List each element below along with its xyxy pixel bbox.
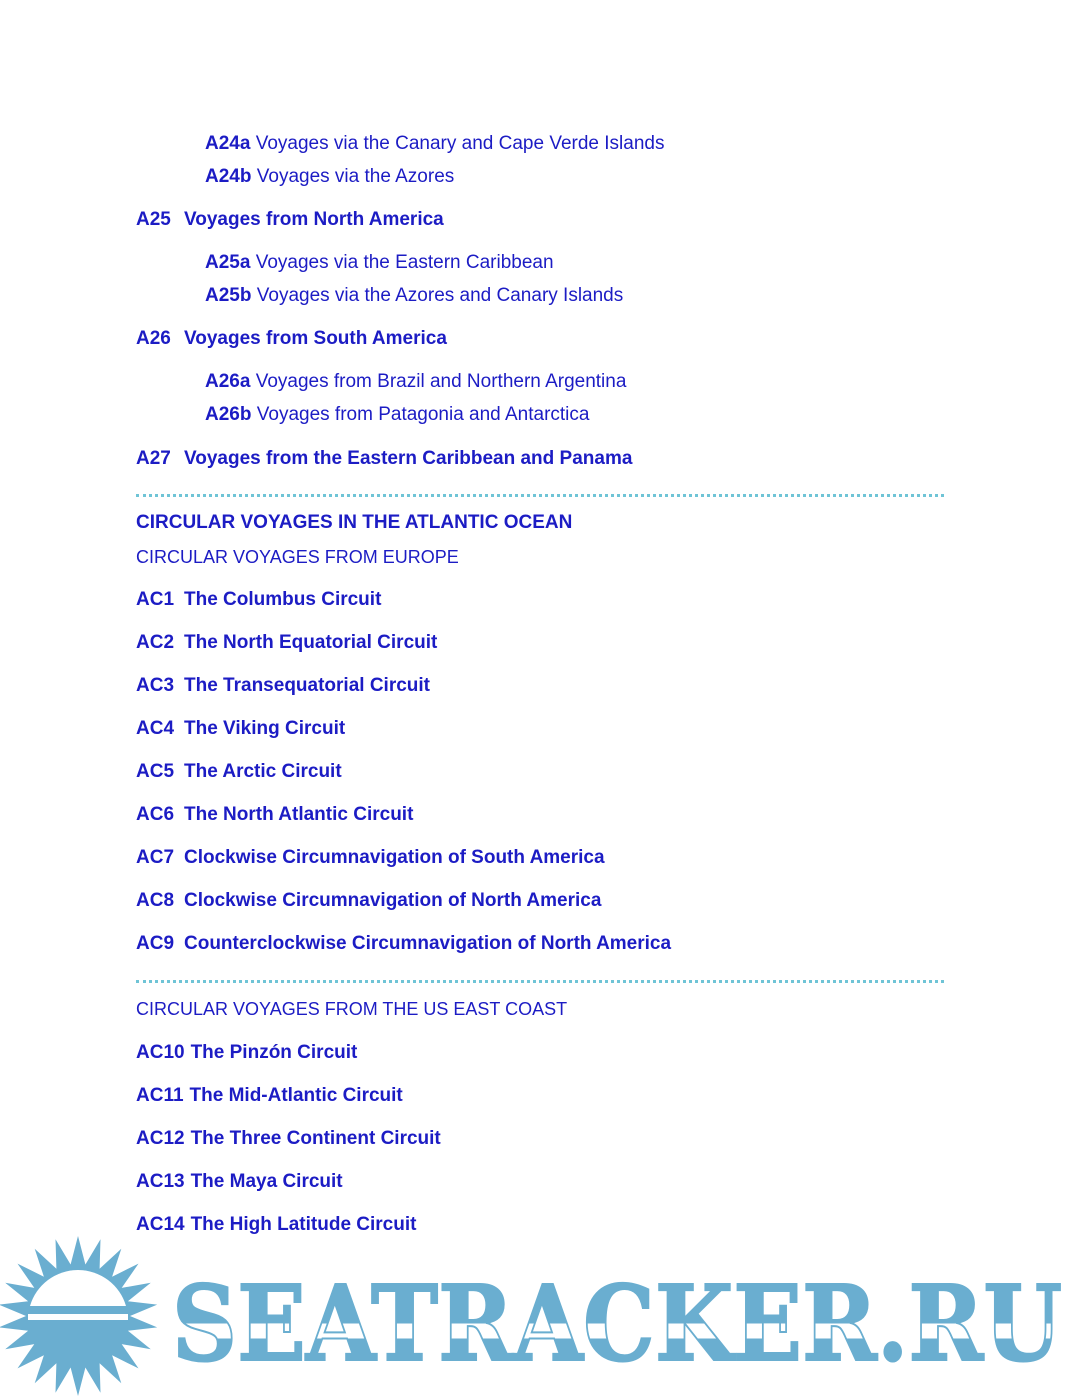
toc-entry-ac1[interactable] bbox=[136, 588, 381, 612]
entry-title: The North Atlantic Circuit bbox=[184, 804, 414, 825]
dotted-divider bbox=[136, 980, 944, 983]
entry-title: Voyages via the Canary and Cape Verde Islands bbox=[255, 133, 665, 154]
toc-entry-ac13[interactable] bbox=[136, 1170, 343, 1194]
entry-code: AC1 bbox=[136, 589, 175, 610]
entry-code: A24b bbox=[205, 166, 252, 187]
toc-entry-ac7[interactable] bbox=[136, 846, 605, 870]
entry-title: The Columbus Circuit bbox=[184, 589, 382, 610]
toc-entry-a27[interactable] bbox=[136, 447, 632, 471]
entry-title: The Pinzón Circuit bbox=[190, 1042, 358, 1063]
toc-entry-ac5[interactable] bbox=[136, 760, 342, 784]
entry-code: A25 bbox=[136, 209, 171, 230]
entry-code: AC9 bbox=[136, 933, 175, 954]
entry-code: A27 bbox=[136, 448, 171, 469]
entry-code: AC12 bbox=[136, 1128, 185, 1149]
seatracker-watermark bbox=[0, 1236, 1080, 1397]
entry-title: The Maya Circuit bbox=[190, 1171, 343, 1192]
toc-entry-ac11[interactable] bbox=[136, 1084, 403, 1108]
sun-logo-icon bbox=[0, 1236, 157, 1396]
entry-title: Voyages via the Eastern Caribbean bbox=[255, 252, 554, 273]
entry-code: AC11 bbox=[136, 1085, 184, 1106]
toc-entry-ac3[interactable] bbox=[136, 674, 430, 698]
toc-entry-ac9[interactable] bbox=[136, 932, 671, 956]
entry-code: A25b bbox=[205, 285, 252, 306]
entry-code: AC6 bbox=[136, 804, 175, 825]
entry-code: AC10 bbox=[136, 1042, 185, 1063]
entry-code: A26 bbox=[136, 328, 171, 349]
toc-entry-ac14[interactable] bbox=[136, 1213, 416, 1237]
entry-title: The Three Continent Circuit bbox=[190, 1128, 441, 1149]
entry-title: Voyages from North America bbox=[184, 209, 444, 230]
entry-title: Voyages from South America bbox=[184, 328, 447, 349]
entry-code: AC7 bbox=[136, 847, 175, 868]
toc-entry-ac10[interactable] bbox=[136, 1041, 357, 1065]
entry-code: A24a bbox=[205, 133, 251, 154]
toc-entry-a24b[interactable] bbox=[205, 165, 454, 189]
toc-entry-ac6[interactable] bbox=[136, 803, 413, 827]
subheading-us-east-coast: CIRCULAR VOYAGES FROM THE US EAST COAST bbox=[136, 999, 568, 1019]
entry-code: AC14 bbox=[136, 1214, 185, 1235]
toc-entry-a25b[interactable] bbox=[205, 284, 623, 308]
entry-title: Voyages via the Azores and Canary Islands bbox=[256, 285, 624, 306]
toc-entry-a25a[interactable] bbox=[205, 251, 554, 275]
toc-entry-ac4[interactable] bbox=[136, 717, 345, 741]
entry-title: Voyages from Patagonia and Antarctica bbox=[256, 404, 590, 425]
entry-title: Voyages from Brazil and Northern Argentina bbox=[255, 371, 627, 392]
entry-title: Counterclockwise Circumnavigation of North America bbox=[184, 933, 672, 954]
dotted-divider bbox=[136, 494, 944, 497]
toc-entry-ac8[interactable] bbox=[136, 889, 601, 913]
toc-entry-a26b[interactable] bbox=[205, 403, 589, 427]
entry-title: Voyages from the Eastern Caribbean and Panama bbox=[184, 448, 633, 469]
subheading-europe: CIRCULAR VOYAGES FROM EUROPE bbox=[136, 547, 459, 567]
entry-code: A25a bbox=[205, 252, 251, 273]
toc-entry-a26a[interactable] bbox=[205, 370, 626, 394]
entry-code: A26a bbox=[205, 371, 251, 392]
entry-code: AC5 bbox=[136, 761, 175, 782]
entry-code: AC8 bbox=[136, 890, 175, 911]
entry-title: The Arctic Circuit bbox=[184, 761, 342, 782]
entry-code: A26b bbox=[205, 404, 252, 425]
entry-title: Clockwise Circumnavigation of North America bbox=[184, 890, 602, 911]
entry-title: The Transequatorial Circuit bbox=[184, 675, 430, 696]
entry-title: Clockwise Circumnavigation of South America bbox=[184, 847, 605, 868]
entry-title: Voyages via the Azores bbox=[256, 166, 455, 187]
entry-title: The North Equatorial Circuit bbox=[184, 632, 438, 653]
toc-entry-a25[interactable] bbox=[136, 208, 444, 232]
toc-entry-a24a[interactable] bbox=[205, 132, 664, 156]
section-heading: CIRCULAR VOYAGES IN THE ATLANTIC OCEAN bbox=[136, 512, 573, 533]
toc-entry-ac12[interactable] bbox=[136, 1127, 441, 1151]
toc-entry-ac2[interactable] bbox=[136, 631, 437, 655]
entry-code: AC13 bbox=[136, 1171, 185, 1192]
toc-entry-a26[interactable] bbox=[136, 327, 447, 351]
entry-code: AC2 bbox=[136, 632, 175, 653]
watermark-text: SEATRACKER.RU bbox=[172, 1262, 1062, 1385]
entry-code: AC4 bbox=[136, 718, 175, 739]
entry-title: The High Latitude Circuit bbox=[190, 1214, 417, 1235]
entry-title: The Mid-Atlantic Circuit bbox=[189, 1085, 403, 1106]
entry-code: AC3 bbox=[136, 675, 175, 696]
entry-title: The Viking Circuit bbox=[184, 718, 346, 739]
